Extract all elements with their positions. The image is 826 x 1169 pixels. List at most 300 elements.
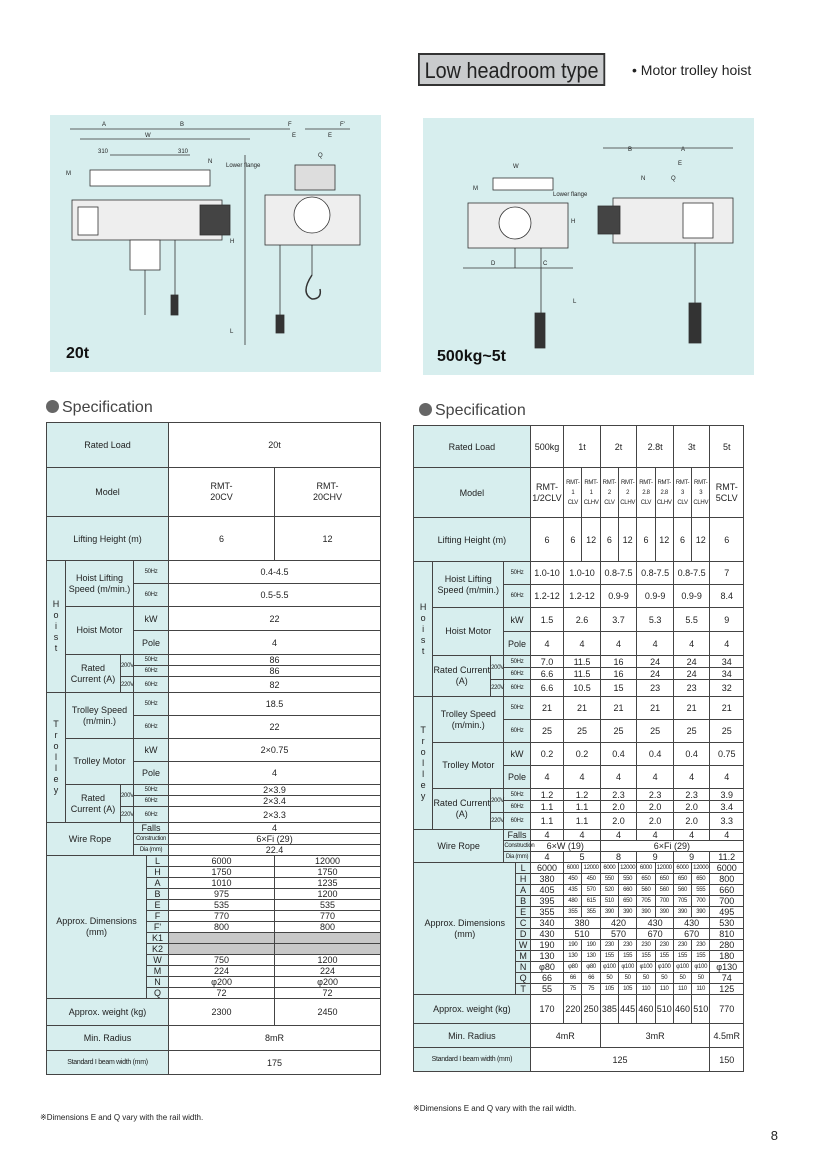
value-motor-kw: 5.5 — [673, 608, 710, 632]
value-current: 23 — [637, 680, 674, 697]
dim-value: 450 — [564, 874, 582, 885]
value-trolley-speed: 25 — [673, 720, 710, 743]
value-trolley-current: 3.4 — [710, 801, 744, 813]
dim-value: 75 — [564, 984, 582, 995]
dim-value: 405 — [530, 885, 563, 896]
value-trolley-kw: 0.75 — [710, 743, 744, 766]
label-220v: 220V — [491, 680, 504, 697]
dim-value: 50 — [637, 973, 655, 984]
value-motor-kw: 3.7 — [600, 608, 637, 632]
value-dia: 4 — [530, 852, 563, 863]
value-model: RMT- 2.8 CLHV — [655, 468, 673, 518]
value-trolley-speed: 21 — [530, 697, 563, 720]
value-rated-load: 20t — [169, 423, 381, 468]
value-weight: 220 — [564, 995, 582, 1024]
dim-label: 310 — [98, 149, 109, 155]
dim-value: 155 — [619, 951, 637, 962]
value-trolley-speed: 21 — [710, 697, 744, 720]
label-hoist-speed: Hoist Lifting Speed (m/min.) — [433, 562, 504, 608]
value-dia: 5 — [564, 852, 601, 863]
value-trolley-kw: 0.2 — [564, 743, 601, 766]
dim-value: 230 — [692, 940, 710, 951]
dim-value: φ200 — [169, 977, 275, 988]
label-hoist: H o i s t — [414, 562, 433, 697]
label-kw: kW — [504, 608, 530, 632]
value-trolley-current: 1.1 — [530, 801, 563, 813]
value-construction: 6×W (19) — [530, 841, 600, 852]
value-trolley-current: 1.1 — [564, 801, 601, 813]
dim-value: 560 — [673, 885, 691, 896]
value-dia: 22.4 — [169, 845, 381, 856]
value-current: 82 — [169, 677, 381, 693]
dim-value: 105 — [600, 984, 618, 995]
dim-label: H — [571, 219, 576, 225]
dim-value: 670 — [673, 929, 710, 940]
dim-value: 550 — [619, 874, 637, 885]
label-50hz: 50Hz — [134, 785, 169, 796]
value-trolley-speed: 25 — [637, 720, 674, 743]
dim-value: 555 — [692, 885, 710, 896]
dim-value: 380 — [564, 918, 601, 929]
dim-value: 50 — [619, 973, 637, 984]
value-motor-kw: 2.6 — [564, 608, 601, 632]
value-beam-width: 175 — [169, 1051, 381, 1075]
dim-label: A — [102, 122, 107, 128]
label-trolley: T r o l l e y — [47, 693, 66, 823]
dim-value: 340 — [530, 918, 563, 929]
dim-label: 310 — [178, 149, 189, 155]
value-weight: 460 — [673, 995, 691, 1024]
value-weight: 170 — [530, 995, 563, 1024]
label-200v: 200V — [121, 785, 134, 807]
label-construction: Construction — [504, 841, 530, 852]
dim-value: 125 — [710, 984, 744, 995]
dim-value: 155 — [637, 951, 655, 962]
value-trolley-pole: 4 — [673, 766, 710, 789]
label-pole: Pole — [134, 631, 169, 655]
value-trolley-current: 3.9 — [710, 789, 744, 801]
dim-key: A — [147, 878, 169, 889]
dim-label: E — [678, 161, 683, 167]
value-trolley-current: 2×3.3 — [169, 807, 381, 823]
dim-value: 50 — [655, 973, 673, 984]
dim-value: 180 — [710, 951, 744, 962]
figure-panel-20t — [50, 115, 381, 372]
value-speed: 1.2-12 — [530, 585, 563, 608]
label-trolley: T r o l l e y — [414, 697, 433, 830]
label-rated-current: Rated Current (A) — [66, 785, 121, 823]
value-current: 16 — [600, 656, 637, 668]
value-current: 86 — [169, 666, 381, 677]
dim-value: 6000 — [600, 863, 618, 874]
value-trolley-current: 2.3 — [637, 789, 674, 801]
label-rated-current: Rated Current (A) — [66, 655, 121, 693]
dim-value: 450 — [582, 874, 600, 885]
dim-key: B — [516, 896, 530, 907]
label-trolley-motor: Trolley Motor — [433, 743, 504, 789]
value-trolley-speed: 25 — [564, 720, 601, 743]
dim-value: 390 — [600, 907, 618, 918]
label-approx-dims: Approx. Dimensions (mm) — [414, 863, 516, 995]
value-construction: 6×Fi (29) — [169, 834, 381, 845]
value-falls: 4 — [564, 830, 601, 841]
value-lifting-height: 12 — [655, 518, 673, 562]
label-model: Model — [47, 468, 169, 517]
value-current: 16 — [600, 668, 637, 680]
value-motor-pole: 4 — [564, 632, 601, 656]
dim-value: 1235 — [275, 878, 381, 889]
value-weight: 445 — [619, 995, 637, 1024]
value-current: 24 — [673, 656, 710, 668]
value-load: 500kg — [530, 426, 563, 468]
dim-value: 1200 — [275, 889, 381, 900]
value-trolley-current: 2.3 — [673, 789, 710, 801]
value-trolley-speed: 21 — [564, 697, 601, 720]
value-motor-pole: 4 — [169, 631, 381, 655]
dim-value: φ80 — [530, 962, 563, 973]
dim-label: M — [473, 186, 478, 192]
label-wire-rope: Wire Rope — [47, 823, 134, 856]
dim-value: 155 — [673, 951, 691, 962]
dim-value: 560 — [655, 885, 673, 896]
dim-key: H — [147, 867, 169, 878]
value-model: RMT- 2 CLHV — [619, 468, 637, 518]
dim-value: 12000 — [619, 863, 637, 874]
dim-value: 1200 — [275, 955, 381, 966]
dim-key: E — [147, 900, 169, 911]
label-rated-load: Rated Load — [414, 426, 531, 468]
dim-value: 390 — [619, 907, 637, 918]
dim-label: B — [628, 147, 633, 153]
dim-value — [169, 944, 275, 955]
value-falls: 4 — [169, 823, 381, 834]
dim-key: N — [516, 962, 530, 973]
dim-value — [169, 933, 275, 944]
dim-key: Q — [516, 973, 530, 984]
dim-value: 110 — [673, 984, 691, 995]
dim-value: 6000 — [169, 856, 275, 867]
value-min-radius: 4mR — [530, 1024, 600, 1048]
dim-value: 75 — [582, 984, 600, 995]
value-speed-60: 0.5-5.5 — [169, 584, 381, 607]
label-200v: 200V — [121, 655, 134, 677]
label-approx-dims: Approx. Dimensions (mm) — [47, 856, 147, 999]
value-model: RMT- 1 CLHV — [582, 468, 600, 518]
dim-label: B — [180, 122, 185, 128]
value-motor-pole: 4 — [600, 632, 637, 656]
dim-value: 110 — [692, 984, 710, 995]
label-lifting-height: Lifting Height (m) — [47, 517, 169, 561]
value-lifting-height: 12 — [582, 518, 600, 562]
spec-table-20t — [46, 422, 381, 1075]
value-load: 3t — [673, 426, 710, 468]
dim-value: 615 — [582, 896, 600, 907]
value-falls: 4 — [710, 830, 744, 841]
dim-label: W — [145, 133, 151, 139]
value-lifting-height: 6 — [637, 518, 655, 562]
value-load: 2t — [600, 426, 637, 468]
dim-key: M — [147, 966, 169, 977]
value-current: 23 — [673, 680, 710, 697]
value-current: 15 — [600, 680, 637, 697]
value-model: RMT- 5CLV — [710, 468, 744, 518]
dim-key: H — [516, 874, 530, 885]
value-trolley-speed: 25 — [530, 720, 563, 743]
value-trolley-kw: 2×0.75 — [169, 739, 381, 762]
value-speed: 8.4 — [710, 585, 744, 608]
label-50hz: 50Hz — [134, 655, 169, 666]
dim-value: 155 — [600, 951, 618, 962]
dim-value: 72 — [275, 988, 381, 999]
value-weight: 385 — [600, 995, 618, 1024]
label-60hz: 60Hz — [134, 716, 169, 739]
dim-value: 155 — [692, 951, 710, 962]
dim-value: 390 — [673, 907, 691, 918]
dim-key: L — [516, 863, 530, 874]
bullet-dot-icon — [46, 400, 59, 413]
value-motor-pole: 4 — [710, 632, 744, 656]
dim-value: 230 — [673, 940, 691, 951]
dim-value: φ100 — [637, 962, 655, 973]
label-rated-load: Rated Load — [47, 423, 169, 468]
value-beam-width: 125 — [530, 1048, 710, 1072]
value-trolley-current: 2.0 — [673, 801, 710, 813]
value-current: 11.5 — [564, 656, 601, 668]
dim-label: C — [543, 261, 548, 267]
value-model: RMT- 3 CLV — [673, 468, 691, 518]
label-60hz: 60Hz — [134, 796, 169, 807]
dim-key: K2 — [147, 944, 169, 955]
dim-value: 224 — [275, 966, 381, 977]
dim-value: 700 — [710, 896, 744, 907]
spec-table-500kg-5t — [413, 425, 744, 1072]
dim-value: 770 — [275, 911, 381, 922]
label-60hz: 60Hz — [134, 666, 169, 677]
dim-value: 435 — [564, 885, 582, 896]
dim-value: 230 — [637, 940, 655, 951]
dim-label: Lower flange — [553, 192, 588, 198]
dim-value: 105 — [619, 984, 637, 995]
value-motor-pole: 4 — [637, 632, 674, 656]
dim-value: 650 — [692, 874, 710, 885]
dim-value: 430 — [530, 929, 563, 940]
label-60hz: 60Hz — [504, 801, 530, 813]
page-number: 8 — [770, 1128, 778, 1143]
value-trolley-current: 1.2 — [564, 789, 601, 801]
dim-value: 535 — [275, 900, 381, 911]
dim-value: 355 — [564, 907, 582, 918]
dims-body — [414, 863, 744, 995]
value-trolley-kw: 0.4 — [600, 743, 637, 766]
page-subtitle: • Motor trolley hoist — [632, 62, 752, 78]
value-trolley-current: 3.3 — [710, 813, 744, 830]
value-motor-kw: 22 — [169, 607, 381, 631]
value-trolley-pole: 4 — [637, 766, 674, 789]
dim-value: 1750 — [275, 867, 381, 878]
dim-value: φ100 — [600, 962, 618, 973]
label-kw: kW — [504, 743, 530, 766]
dim-key: N — [147, 977, 169, 988]
value-motor-kw: 5.3 — [637, 608, 674, 632]
dim-key: Q — [147, 988, 169, 999]
label-dia: Dia (mm) — [134, 845, 169, 856]
value-trolley-pole: 4 — [530, 766, 563, 789]
value-trolley-current: 1.1 — [564, 813, 601, 830]
dim-value — [275, 933, 381, 944]
dim-value: 224 — [169, 966, 275, 977]
value-current: 24 — [637, 656, 674, 668]
dim-value: 6000 — [530, 863, 563, 874]
value-dia: 8 — [600, 852, 637, 863]
dim-label: W — [513, 164, 519, 170]
value-current: 11.5 — [564, 668, 601, 680]
dim-value: 420 — [600, 918, 637, 929]
dim-value: 130 — [564, 951, 582, 962]
value-lifting-height: 6 — [564, 518, 582, 562]
dim-value: 650 — [655, 874, 673, 885]
value-lifting-height: 6 — [673, 518, 691, 562]
dim-value: 975 — [169, 889, 275, 900]
figure-label-500kg-5t: 500kg~5t — [437, 348, 506, 365]
value-speed: 0.8-7.5 — [637, 562, 674, 585]
value-min-radius: 4.5mR — [710, 1024, 744, 1048]
value-speed: 1.0-10 — [530, 562, 563, 585]
value-model: RMT- 1/2CLV — [530, 468, 563, 518]
value-dia: 11.2 — [710, 852, 744, 863]
dim-value: 66 — [530, 973, 563, 984]
dim-value: 800 — [169, 922, 275, 933]
dim-value: 570 — [582, 885, 600, 896]
value-trolley-kw: 0.2 — [530, 743, 563, 766]
dim-value: 770 — [169, 911, 275, 922]
value-load: 1t — [564, 426, 601, 468]
dim-value: 50 — [673, 973, 691, 984]
dim-value: 6000 — [637, 863, 655, 874]
value-falls: 4 — [637, 830, 674, 841]
dim-value: 395 — [530, 896, 563, 907]
value-current: 86 — [169, 655, 381, 666]
label-60hz: 60Hz — [504, 668, 530, 680]
dim-value: 560 — [637, 885, 655, 896]
dim-value: 650 — [619, 896, 637, 907]
value-speed-50: 0.4-4.5 — [169, 561, 381, 584]
value-weight: 2300 — [169, 999, 275, 1026]
value-dia: 9 — [637, 852, 674, 863]
dim-value: 66 — [564, 973, 582, 984]
dim-key: M — [516, 951, 530, 962]
dim-value: 390 — [637, 907, 655, 918]
dim-value: 530 — [710, 918, 744, 929]
figure-panel-500kg-5t — [423, 118, 754, 375]
value-weight: 250 — [582, 995, 600, 1024]
value-load: 2.8t — [637, 426, 674, 468]
dim-value: 800 — [275, 922, 381, 933]
value-falls: 4 — [600, 830, 637, 841]
dim-value: φ200 — [275, 977, 381, 988]
label-60hz: 60Hz — [134, 677, 169, 693]
value-current: 34 — [710, 668, 744, 680]
value-min-radius: 8mR — [169, 1026, 381, 1051]
dim-label: N — [641, 176, 646, 182]
value-speed: 0.9-9 — [637, 585, 674, 608]
dim-key: C — [516, 918, 530, 929]
value-current: 24 — [673, 668, 710, 680]
label-trolley-speed: Trolley Speed (m/min.) — [433, 697, 504, 743]
dim-value: 650 — [637, 874, 655, 885]
dim-value: 510 — [564, 929, 601, 940]
label-220v: 220V — [121, 807, 134, 823]
dim-value: 670 — [637, 929, 674, 940]
label-60hz: 60Hz — [504, 813, 530, 830]
value-trolley-current: 1.2 — [530, 789, 563, 801]
dim-value: 430 — [637, 918, 674, 929]
value-trolley-pole: 4 — [564, 766, 601, 789]
value-current: 6.6 — [530, 668, 563, 680]
value-trolley-speed: 18.5 — [169, 693, 381, 716]
dim-value: 130 — [582, 951, 600, 962]
label-weight: Approx. weight (kg) — [414, 995, 531, 1024]
dim-label: F' — [340, 122, 345, 128]
label-50hz: 50Hz — [504, 562, 530, 585]
value-motor-kw: 9 — [710, 608, 744, 632]
dim-value: 480 — [564, 896, 582, 907]
label-50hz: 50Hz — [134, 693, 169, 716]
label-60hz: 60Hz — [504, 720, 530, 743]
label-60hz: 60Hz — [504, 680, 530, 697]
value-speed: 1.0-10 — [564, 562, 601, 585]
label-rated-current: Rated Current (A) — [433, 789, 491, 830]
dim-value: 6000 — [710, 863, 744, 874]
dim-value: 535 — [169, 900, 275, 911]
dim-value: 230 — [655, 940, 673, 951]
value-current: 7.0 — [530, 656, 563, 668]
dim-value: 6000 — [673, 863, 691, 874]
dim-value: 650 — [673, 874, 691, 885]
label-200v: 200V — [491, 656, 504, 680]
dim-label: A — [681, 147, 686, 153]
value-trolley-current: 2.0 — [637, 813, 674, 830]
value-trolley-speed: 25 — [600, 720, 637, 743]
label-construction: Construction — [134, 834, 169, 845]
value-trolley-current: 2×3.9 — [169, 785, 381, 796]
dim-value — [275, 944, 381, 955]
dim-value: φ80 — [582, 962, 600, 973]
label-kw: kW — [134, 739, 169, 762]
spec-heading-right: Specification — [419, 402, 526, 420]
value-model: RMT- 20CHV — [275, 468, 381, 517]
value-model: RMT- 3 CLHV — [692, 468, 710, 518]
dim-value: φ100 — [692, 962, 710, 973]
dim-value: 190 — [530, 940, 563, 951]
dim-value: 50 — [600, 973, 618, 984]
value-lifting-height: 12 — [619, 518, 637, 562]
dim-label: F — [288, 122, 292, 128]
label-falls: Falls — [134, 823, 169, 834]
value-trolley-speed: 21 — [637, 697, 674, 720]
label-hoist: H o i s t — [47, 561, 66, 693]
value-weight: 460 — [637, 995, 655, 1024]
dim-value: 12000 — [655, 863, 673, 874]
dim-value: 110 — [637, 984, 655, 995]
value-model: RMT- 2.8 CLV — [637, 468, 655, 518]
footnote-right: ※Dimensions E and Q vary with the rail width. — [413, 1104, 577, 1113]
value-trolley-pole: 4 — [600, 766, 637, 789]
dim-key: F' — [147, 922, 169, 933]
label-min-radius: Min. Radius — [414, 1024, 531, 1048]
label-hoist-motor: Hoist Motor — [433, 608, 504, 656]
value-trolley-current: 1.1 — [530, 813, 563, 830]
label-50hz: 50Hz — [504, 697, 530, 720]
